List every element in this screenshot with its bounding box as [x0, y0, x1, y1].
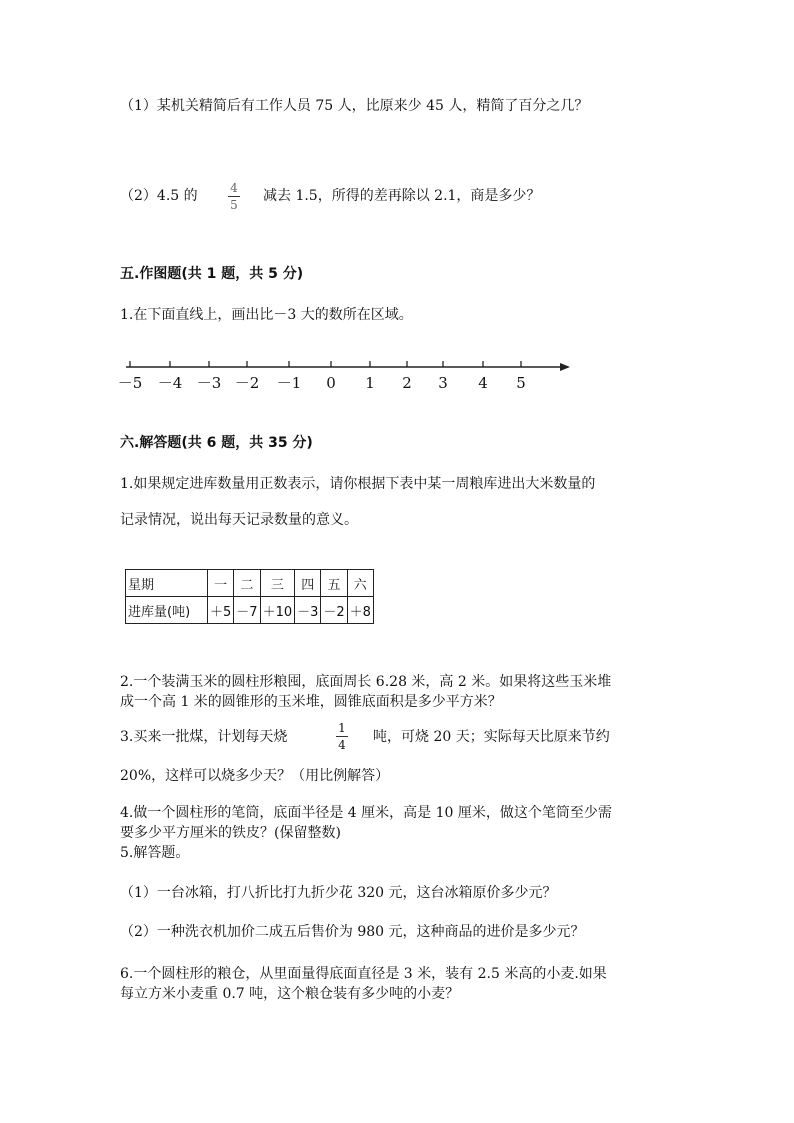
number-line-label: 1 — [365, 374, 375, 392]
table-header-cell: 星期 — [126, 570, 208, 597]
number-line-label: －2 — [234, 374, 260, 392]
number-line-label: 4 — [478, 374, 488, 392]
table-header-cell: 六 — [347, 570, 373, 597]
number-line-label: 3 — [438, 374, 448, 392]
number-line-label: －4 — [157, 374, 183, 392]
section-6-q3-line2: 20%，这样可以烧多少天？（用比例解答） — [120, 768, 390, 784]
section-6-q1-line1: 1.如果规定进库数量用正数表示，请你根据下表中某一周粮库进出大米数量的 — [120, 476, 596, 492]
number-line-label: －5 — [117, 374, 143, 392]
section-6-q6-line1: 6.一个圆柱形的粮仓，从里面量得底面直径是 3 米，装有 2.5 米高的小麦.如果 — [120, 966, 607, 982]
number-line-arrow — [560, 363, 570, 371]
table-cell: －7 — [234, 597, 260, 624]
section-6-q1-line2: 记录情况，说出每天记录数量的意义。 — [120, 512, 358, 528]
section-6-q2-line1: 2.一个装满玉米的圆柱形粮囤，底面周长 6.28 米，高 2 米。如果将这些玉米堆 — [120, 674, 612, 690]
table-header-cell: 三 — [260, 570, 295, 597]
table-header-cell: 四 — [295, 570, 321, 597]
section-5-question-1: 1.在下面直线上，画出比－3 大的数所在区域。 — [120, 307, 413, 323]
section-6-q3-prefix: 3.买来一批煤，计划每天烧 — [120, 729, 288, 745]
section-6-q5-part2: （2）一种洗衣机加价二成五后售价为 980 元，这种商品的进价是多少元？ — [120, 924, 585, 940]
section-6-q4-line1: 4.做一个圆柱形的笔筒，底面半径是 4 厘米，高是 10 厘米，做这个笔筒至少需 — [120, 805, 612, 821]
table-cell: ＋5 — [208, 597, 234, 624]
table-cell: －3 — [295, 597, 321, 624]
section-6-q6-line2: 每立方米小麦重 0.7 吨，这个粮仓装有多少吨的小麦？ — [120, 986, 460, 1002]
grain-record-table — [125, 569, 374, 624]
fraction-four-fifths — [228, 181, 240, 212]
number-line-label: 0 — [326, 374, 336, 392]
table-cell: ＋10 — [260, 597, 295, 624]
number-line — [0, 352, 794, 402]
table-header-cell: 二 — [234, 570, 260, 597]
fraction-denominator: 4 — [338, 738, 346, 752]
question-2-suffix: 减去 1.5，所得的差再除以 2.1，商是多少？ — [263, 188, 541, 204]
fraction-denominator: 5 — [230, 198, 238, 212]
fraction-one-quarter — [336, 721, 348, 752]
number-line-label: 5 — [516, 374, 526, 392]
table-header-cell: 一 — [208, 570, 234, 597]
table-cell: －2 — [321, 597, 347, 624]
section-6-q5-part1: （1）一台冰箱，打八折比打九折少花 320 元，这台冰箱原价多少元？ — [120, 885, 557, 901]
table-cell: ＋8 — [347, 597, 373, 624]
fraction-numerator: 1 — [338, 721, 346, 735]
table-cell: 进库量(吨) — [126, 597, 208, 624]
table-row — [126, 597, 374, 624]
number-line-label: 2 — [402, 374, 412, 392]
question-1: （1）某机关精简后有工作人员 75 人，比原来少 45 人，精简了百分之几？ — [120, 98, 589, 114]
question-2-prefix: （2）4.5 的 — [120, 188, 198, 204]
table-header-cell: 五 — [321, 570, 347, 597]
number-line-label: －1 — [276, 374, 302, 392]
section-6-q2-line2: 成一个高 1 米的圆锥形的玉米堆，圆锥底面积是多少平方米？ — [120, 694, 502, 710]
fraction-numerator: 4 — [230, 181, 238, 195]
section-5-title: 五.作图题(共 1 题，共 5 分) — [120, 266, 304, 282]
number-line-label: －3 — [196, 374, 222, 392]
section-6-q5-title: 5.解答题。 — [120, 845, 190, 861]
section-6-title: 六.解答题(共 6 题，共 35 分) — [120, 435, 313, 451]
section-6-q4-line2: 要多少平方厘米的铁皮？(保留整数) — [120, 825, 341, 841]
section-6-q3-suffix: 吨，可烧 20 天；实际每天比原来节约 — [373, 729, 610, 745]
table-row — [126, 570, 374, 597]
